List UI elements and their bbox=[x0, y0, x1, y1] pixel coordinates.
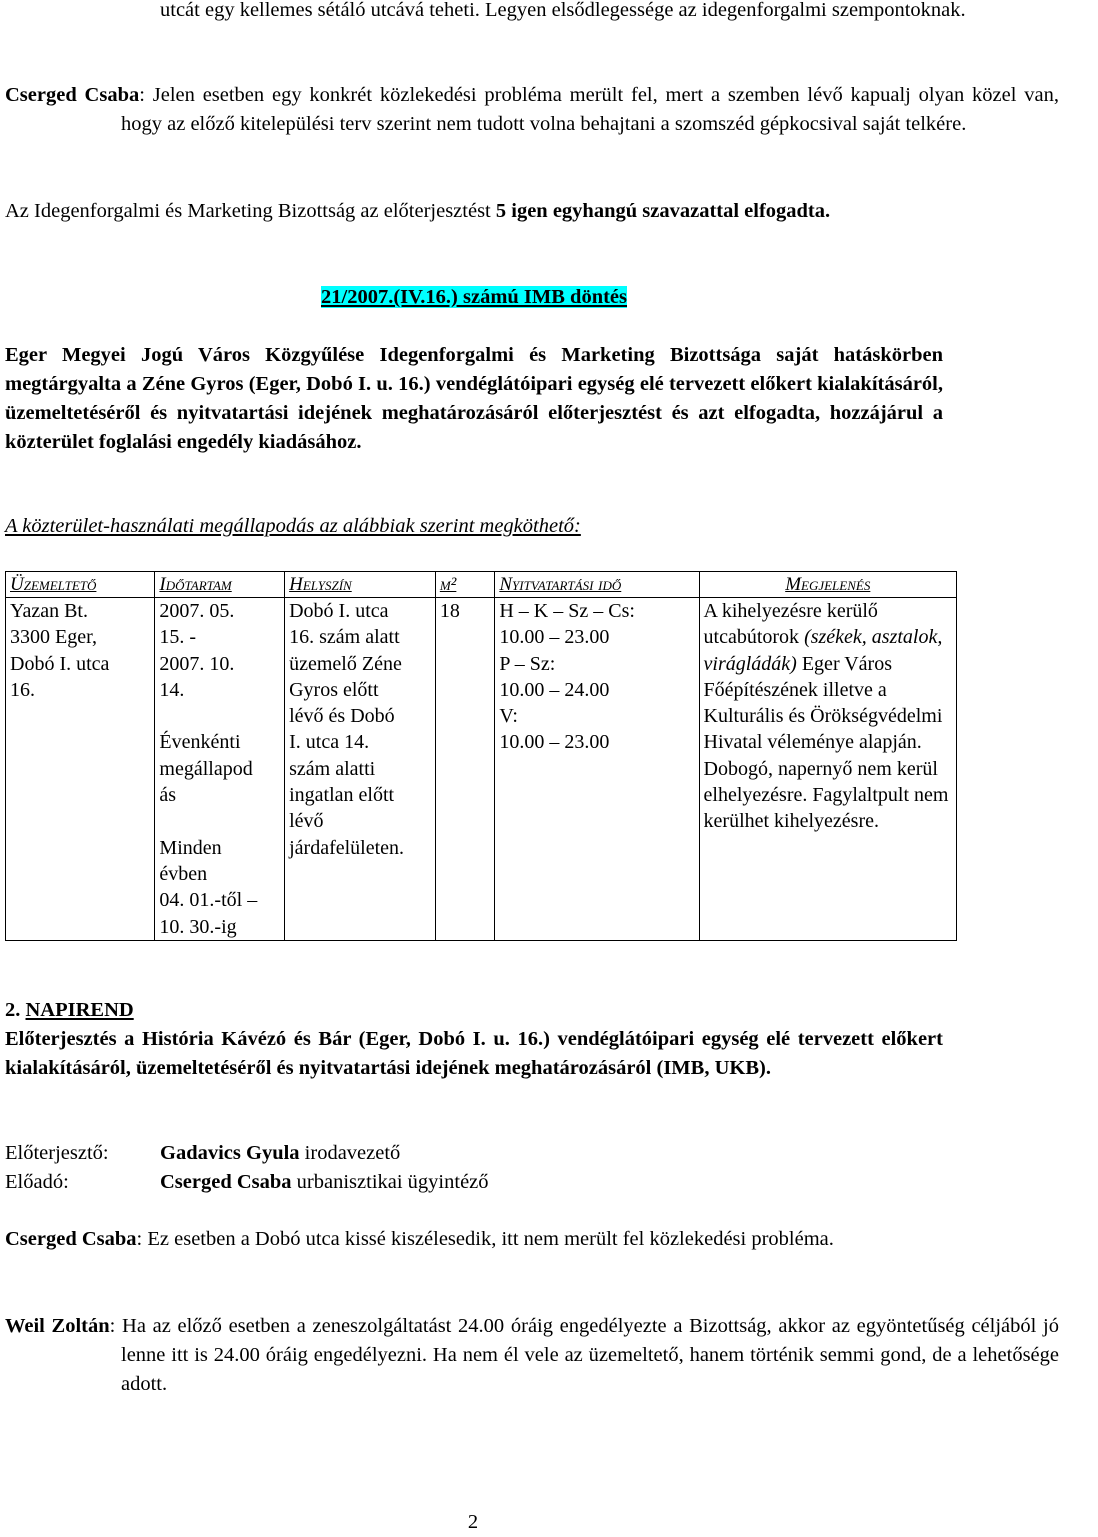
vote-result: 5 igen egyhangú szavazattal elfogadta. bbox=[495, 200, 831, 222]
agenda-title-text: Előterjesztés a História Kávézó és Bár (Eger, Dobó I. u. 16.) vendéglátóipari egység elé tervezett előkert kialakításáról, üzemeltetéséről és nyitvatartási idejének meghatározásáról (IMB, UKB). bbox=[5, 1028, 943, 1079]
presenter-label: Előterjesztő: bbox=[5, 1142, 109, 1164]
speaker-name: Cserged Csaba bbox=[5, 1228, 137, 1250]
decision-body bbox=[5, 341, 943, 457]
paragraph-cserged-2 bbox=[5, 1225, 1059, 1254]
decision-text: Eger Megyei Jogú Város Közgyűlése Idegenforgalmi és Marketing Bizottsága saját hatáskörben megtárgyalta a Zéne Gyros (Eger, Dobó I. u. 16.) vendéglátóipari egység elé tervezett előkert kialakításáról, üzemeltetéséről és nyitvatartási idejének meghatározásáról előterjesztést és azt elfogadta, hozzájárul a közterület foglalási engedély kiadásához. bbox=[5, 344, 943, 453]
intro-paragraph bbox=[5, 0, 1098, 25]
paragraph-text: : Ha az előző esetben a zeneszolgáltatást 24.00 óráig engedélyezte a Bizottság, akkor az egyöntetűség céljából jó lenne itt is 24.00 óráig engedélyezni. Ha nem él vele az üzemeltető, hanem történik semmi gond, de a lehetősége adott. bbox=[109, 1315, 1059, 1395]
duration-text: 2007. 05. 15. - 2007. 10. 14. Évenkénti megállapod ás Minden évben 04. 01.-től – 10. 30.-ig bbox=[159, 600, 258, 938]
speaker-name: Cserged Csaba bbox=[5, 84, 140, 106]
location-text: Dobó I. utca 16. szám alatt üzemelő Zéne Gyros előtt lévő és Dobó I. utca 14. szám alatti ingatlan előtt lévő járdafelületen. bbox=[289, 600, 405, 859]
area-text: 18 bbox=[439, 600, 460, 622]
decision-number bbox=[5, 283, 943, 312]
vote-text: Az Idegenforgalmi és Marketing Bizottság az előterjesztést bbox=[5, 200, 496, 222]
agenda-heading: 2. NAPIREND bbox=[5, 999, 134, 1021]
paragraph-text: : Jelen esetben egy konkrét közlekedési probléma merült fel, mert a szemben lévő kapualj olyan közel van, hogy az előző kitelepülési terv szerint nem tudott volna behajtani a szomszéd gépkocsival saját telkére. bbox=[121, 84, 1059, 135]
speaker-name-agenda: Cserged Csaba bbox=[160, 1171, 292, 1193]
speaker-name: Weil Zoltán bbox=[5, 1315, 110, 1337]
agenda-label: NAPIREND bbox=[25, 999, 134, 1021]
agreement-table bbox=[5, 571, 957, 941]
cell-location bbox=[285, 598, 436, 941]
paragraph-cserged-1 bbox=[5, 81, 1059, 139]
paragraph-text: : Ez esetben a Dobó utca kissé kiszélesedik, itt nem merült fel közlekedési probléma. bbox=[136, 1228, 834, 1250]
operator-text: Yazan Bt. 3300 Eger, Dobó I. utca 16. bbox=[10, 600, 110, 701]
table-header-row bbox=[6, 572, 957, 598]
speaker-line bbox=[5, 1168, 943, 1197]
presenter-role: irodavezető bbox=[299, 1142, 401, 1164]
vote-paragraph bbox=[5, 197, 943, 226]
cell-operator bbox=[6, 598, 155, 941]
appearance-italic: (székek, asztalok, virágládák) bbox=[703, 626, 943, 675]
header-area: m² bbox=[435, 572, 495, 598]
agenda-title bbox=[5, 1025, 943, 1083]
appearance-text-1: A kihelyezésre kerülő utcabútorok bbox=[703, 600, 878, 649]
header-location: Helyszín bbox=[285, 572, 436, 598]
decision-title: 21/2007.(IV.16.) számú IMB döntés bbox=[321, 286, 627, 308]
cell-hours bbox=[495, 598, 699, 941]
intro-text: utcát egy kellemes sétáló utcává teheti. Legyen elsődlegessége az idegenforgalmi szempontoknak. bbox=[160, 0, 966, 21]
agreement-title bbox=[5, 512, 943, 541]
cell-appearance bbox=[699, 598, 956, 941]
agenda-number bbox=[5, 996, 943, 1025]
speaker-label: Előadó: bbox=[5, 1171, 69, 1193]
appearance-text-2: Eger Város Főépítészének illetve a Kulturális és Örökségvédelmi Hivatal véleménye alapján. Dobogó, napernyő nem kerül elhelyezésre. Fagylaltpult nem kerülhet kihelyezésre. bbox=[703, 652, 949, 833]
page-number: 2 bbox=[467, 1511, 479, 1533]
header-appearance: Megjelenés bbox=[699, 572, 956, 598]
header-duration: Időtartam bbox=[155, 572, 285, 598]
header-hours: Nyitvatartási idő bbox=[495, 572, 699, 598]
speaker-role: urbanisztikai ügyintéző bbox=[291, 1171, 489, 1193]
table-row bbox=[6, 598, 957, 941]
presenter-line bbox=[5, 1139, 943, 1168]
agreement-heading: A közterület-használati megállapodás az alábbiak szerint megköthető: bbox=[5, 515, 581, 537]
cell-area bbox=[435, 598, 495, 941]
presenter-name: Gadavics Gyula bbox=[160, 1142, 300, 1164]
cell-duration bbox=[155, 598, 285, 941]
header-operator: Üzemeltető bbox=[6, 572, 155, 598]
paragraph-weil bbox=[5, 1312, 1059, 1399]
hours-text: H – K – Sz – Cs: 10.00 – 23.00 P – Sz: 10.00 – 24.00 V: 10.00 – 23.00 bbox=[499, 600, 635, 754]
